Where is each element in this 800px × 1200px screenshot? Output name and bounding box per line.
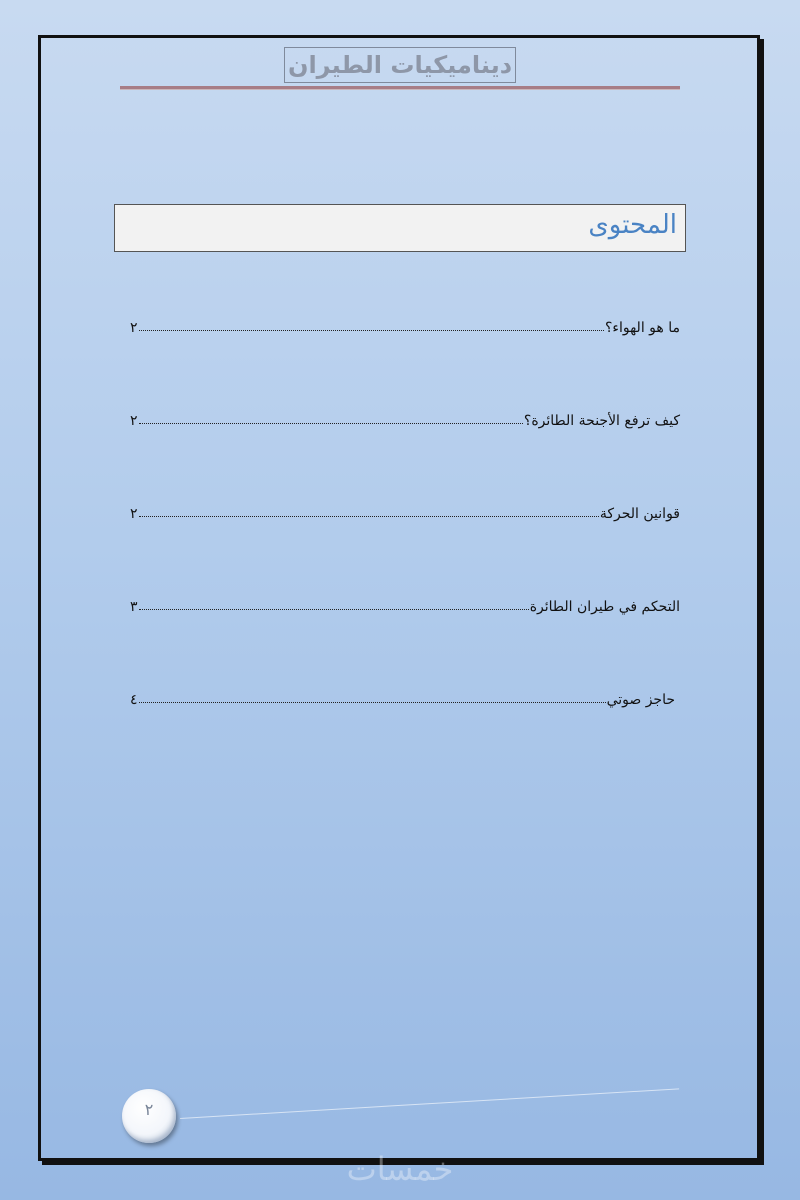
toc-entry-text: ما هو الهواء؟ xyxy=(604,320,680,336)
toc-entry[interactable] xyxy=(130,498,680,522)
toc-entry-page: ٤ xyxy=(130,692,138,708)
toc-entry-page: ٢ xyxy=(130,506,138,522)
toc-leader-dots xyxy=(139,516,599,517)
toc-leader-dots xyxy=(139,609,529,610)
watermark: خمسات xyxy=(346,1150,454,1188)
toc-leader-dots xyxy=(139,330,604,331)
toc-entry-text: قوانين الحركة xyxy=(599,506,680,522)
toc-entry[interactable] xyxy=(130,312,680,336)
title-divider xyxy=(120,86,680,90)
page-number-badge: ٢ xyxy=(122,1089,176,1143)
toc-heading: المحتوى xyxy=(588,210,677,240)
toc-leader-dots xyxy=(139,423,523,424)
toc-entry-text: حاجز صوتي xyxy=(606,692,675,708)
toc-leader-dots xyxy=(139,702,606,703)
document-title: ديناميكيات الطيران xyxy=(284,47,516,83)
toc-entry[interactable] xyxy=(130,405,680,429)
document-title-container xyxy=(0,47,800,83)
toc-heading-box xyxy=(114,204,686,252)
toc-entry-page: ٢ xyxy=(130,320,138,336)
toc-entry-page: ٢ xyxy=(130,413,138,429)
toc-entry-text: التحكم في طيران الطائرة xyxy=(529,599,680,615)
toc-entry-text: كيف ترفع الأجنحة الطائرة؟ xyxy=(523,413,680,429)
toc-entry[interactable] xyxy=(130,591,680,615)
toc-entry-page: ٣ xyxy=(130,599,138,615)
toc-entry[interactable] xyxy=(130,684,675,708)
